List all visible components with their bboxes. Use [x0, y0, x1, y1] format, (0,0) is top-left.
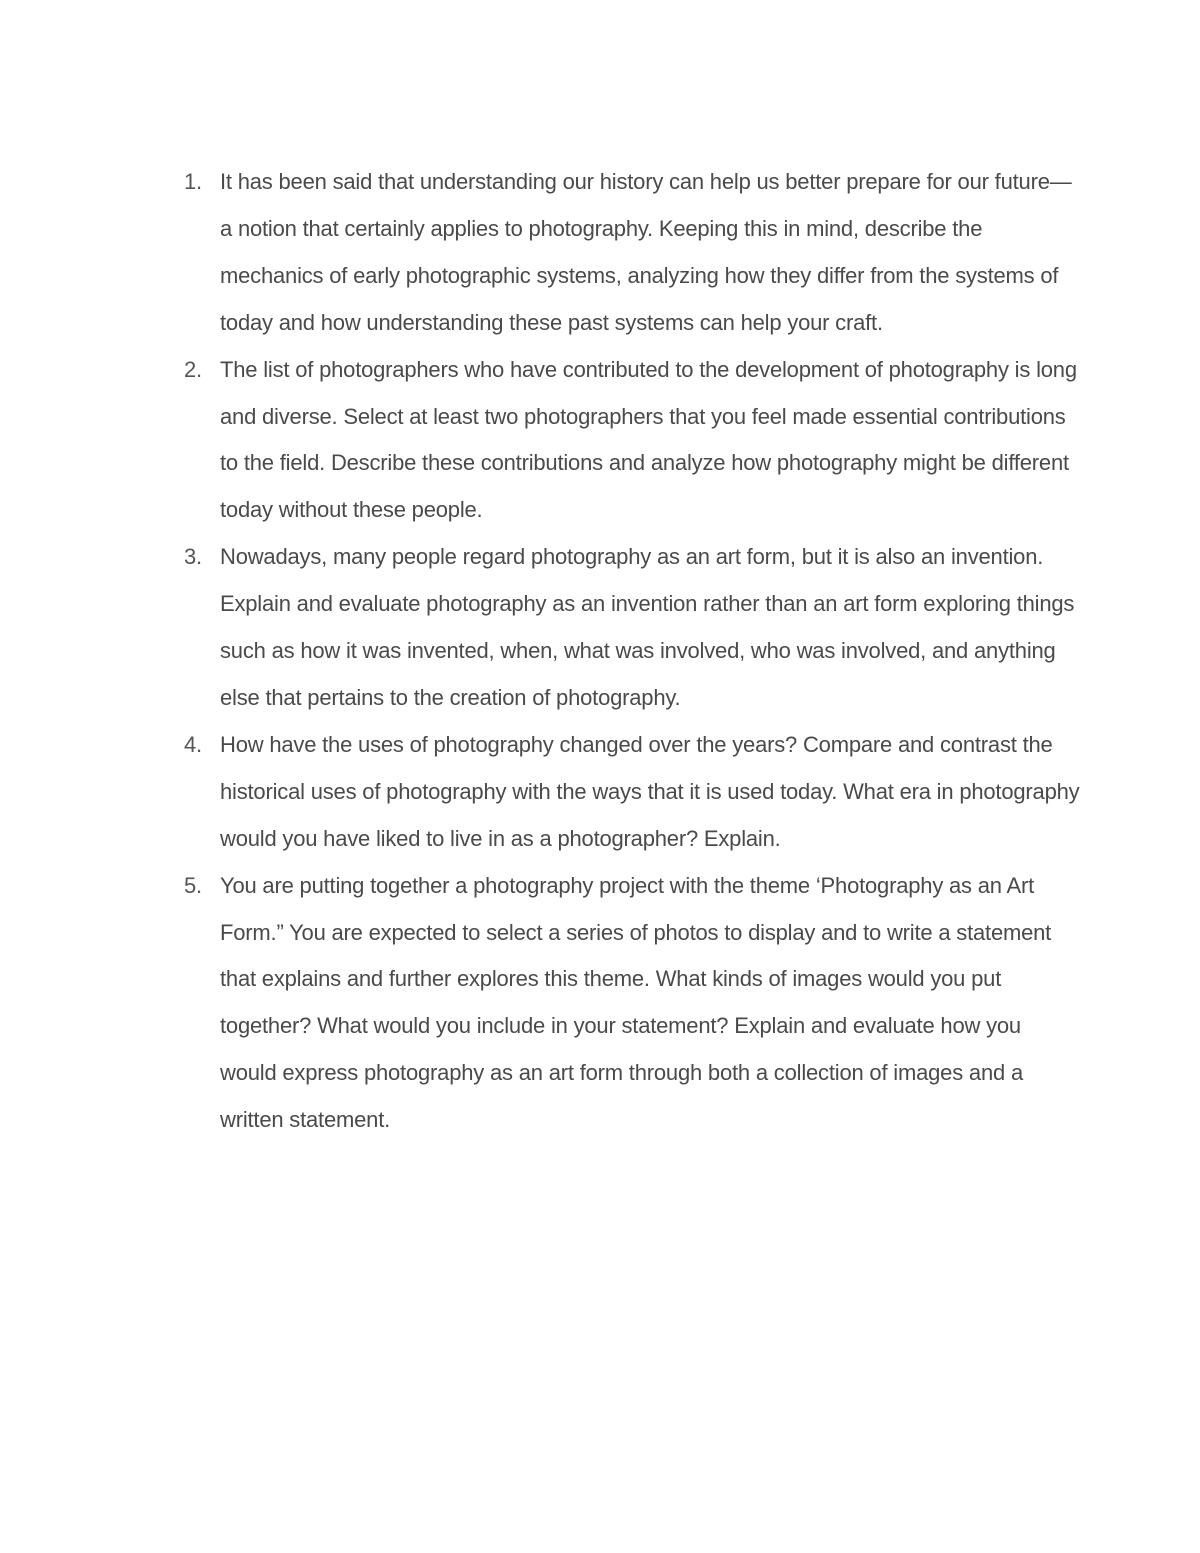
- question-item-4: [181, 722, 1081, 863]
- question-text: You are putting together a photography project with the theme ‘Photography as an Art Form.” You are expected to select a series of photos to display and to write a statement that explains and further explores this theme. What kinds of images would you put together? What would you include in your statement? Explain and evaluate how you would express photography as an art form through both a collection of images and a written statement.: [220, 872, 1052, 1133]
- question-number: 5.: [184, 872, 202, 898]
- question-number: 3.: [184, 544, 202, 570]
- question-text: How have the uses of photography changed over the years? Compare and contrast the historical uses of photography with the ways that it is used today. What era in photography would you have liked to live in as a photographer? Explain.: [220, 731, 1080, 851]
- question-item-3: [181, 534, 1081, 722]
- question-item-5: [181, 863, 1081, 1144]
- question-text: The list of photographers who have contributed to the development of photography is long and diverse. Select at least two photographers that you feel made essential contributions to the field. Describe these contributions and analyze how photography might be different today without these people.: [220, 356, 1077, 523]
- question-text: Nowadays, many people regard photography as an art form, but it is also an invention. Explain and evaluate photography as an invention rather than an art form exploring things such as how it was invented, when, what was involved, who was involved, and anything else that pertains to the creation of photography.: [220, 544, 1075, 710]
- question-number: 4.: [184, 731, 202, 757]
- question-list: [181, 159, 1081, 1144]
- question-item-1: [181, 159, 1081, 347]
- question-item-2: [181, 347, 1081, 535]
- question-text: It has been said that understanding our history can help us better prepare for our future—a notion that certainly applies to photography. Keeping this in mind, describe the mechanics of early photographic systems, analyzing how they differ from the systems of today and how understanding these past systems can help your craft.: [220, 169, 1072, 335]
- question-number: 2.: [184, 356, 202, 382]
- question-number: 1.: [184, 169, 202, 194]
